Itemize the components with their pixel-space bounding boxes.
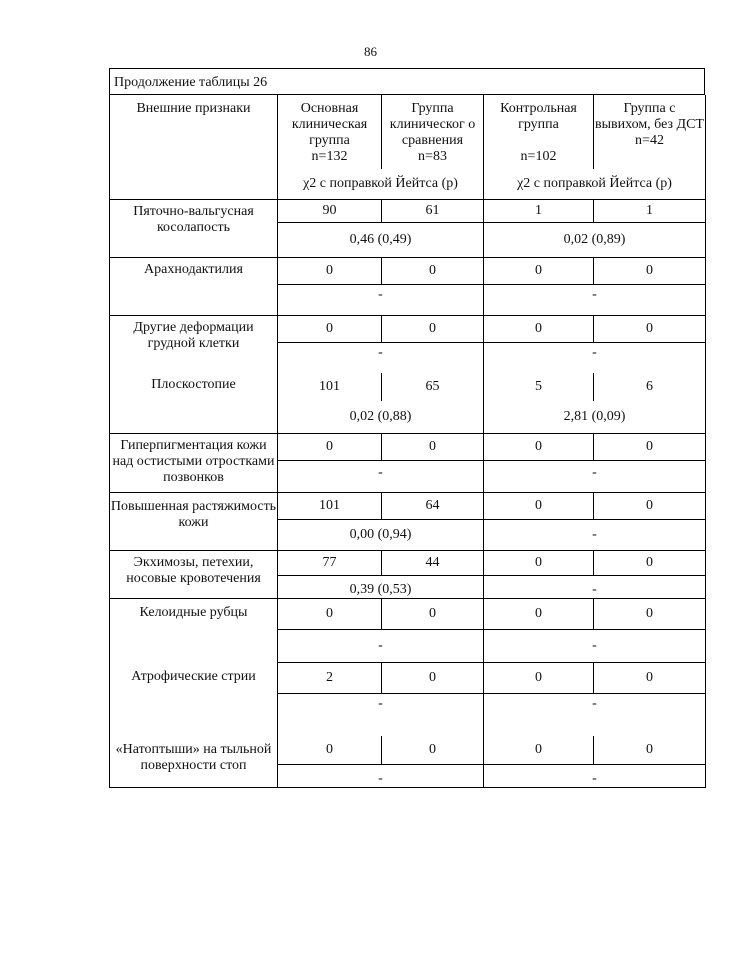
value-cell: 0 bbox=[594, 663, 706, 694]
table-caption: Продолжение таблицы 26 bbox=[109, 68, 705, 95]
value-cell: 101 bbox=[278, 373, 382, 401]
value-cell: 77 bbox=[278, 551, 382, 576]
value-cell: 101 bbox=[278, 493, 382, 520]
p-value-right: - bbox=[484, 576, 706, 599]
header-group-4-n: n=42 bbox=[635, 133, 664, 148]
row-label: Гиперпигментация кожи над остистыми отростками позвонков bbox=[110, 434, 278, 493]
table-row bbox=[110, 316, 706, 343]
p-value-left: 0,46 (0,49) bbox=[278, 223, 484, 258]
table-row bbox=[110, 200, 706, 223]
p-value-left: - bbox=[278, 285, 484, 316]
p-value-left: - bbox=[278, 461, 484, 493]
value-cell: 0 bbox=[484, 551, 594, 576]
p-value-left: - bbox=[278, 343, 484, 374]
header-group-1-n: n=132 bbox=[311, 149, 348, 164]
value-cell: 0 bbox=[484, 258, 594, 285]
value-cell: 2 bbox=[278, 663, 382, 694]
value-cell: 0 bbox=[484, 599, 594, 630]
p-value-right: 0,02 (0,89) bbox=[484, 223, 706, 258]
value-cell: 44 bbox=[382, 551, 484, 576]
value-cell: 0 bbox=[278, 258, 382, 285]
p-value-right: - bbox=[484, 285, 706, 316]
value-cell: 6 bbox=[594, 373, 706, 401]
value-cell: 0 bbox=[278, 736, 382, 765]
row-label: Пяточно-вальгусная косолапость bbox=[110, 200, 278, 258]
value-cell: 0 bbox=[484, 434, 594, 461]
p-value-right: - bbox=[484, 520, 706, 551]
p-value-left: - bbox=[278, 694, 484, 737]
row-label: Атрофические стрии bbox=[110, 663, 278, 737]
table-row bbox=[110, 736, 706, 765]
test-label-left: χ2 с поправкой Йейтса (р) bbox=[278, 169, 484, 200]
page-number: 86 bbox=[364, 44, 377, 59]
value-cell: 0 bbox=[594, 258, 706, 285]
value-cell: 0 bbox=[484, 663, 594, 694]
value-cell: 0 bbox=[594, 551, 706, 576]
value-cell: 0 bbox=[382, 258, 484, 285]
p-value-left: - bbox=[278, 765, 484, 788]
value-cell: 0 bbox=[484, 316, 594, 343]
p-value-left: 0,02 (0,88) bbox=[278, 401, 484, 434]
value-cell: 0 bbox=[278, 316, 382, 343]
p-value-left: 0,00 (0,94) bbox=[278, 520, 484, 551]
value-cell: 0 bbox=[382, 736, 484, 765]
table-row bbox=[110, 258, 706, 285]
value-cell: 64 bbox=[382, 493, 484, 520]
row-label: «Натоптыши» на тыльной поверхности стоп bbox=[110, 736, 278, 788]
table-row bbox=[110, 551, 706, 576]
data-table bbox=[109, 95, 706, 788]
p-value-right: - bbox=[484, 630, 706, 663]
p-value-right: - bbox=[484, 343, 706, 374]
test-label-right: χ2 с поправкой Йейтса (р) bbox=[484, 169, 706, 200]
value-cell: 0 bbox=[278, 434, 382, 461]
value-cell: 0 bbox=[594, 434, 706, 461]
row-label: Арахнодактилия bbox=[110, 258, 278, 316]
header-group-1: Основная клиническая группа n=132 bbox=[278, 95, 382, 169]
value-cell: 0 bbox=[484, 736, 594, 765]
row-label: Келоидные рубцы bbox=[110, 599, 278, 663]
value-cell: 0 bbox=[594, 493, 706, 520]
header-group-3: Контрольная группа n=102 bbox=[484, 95, 594, 169]
value-cell: 0 bbox=[594, 736, 706, 765]
header-group-2: Группа клиническог о сравнения n=83 bbox=[382, 95, 484, 169]
value-cell: 0 bbox=[484, 493, 594, 520]
value-cell: 5 bbox=[484, 373, 594, 401]
table-row bbox=[110, 493, 706, 520]
value-cell: 1 bbox=[484, 200, 594, 223]
table-row bbox=[110, 663, 706, 694]
row-label: Другие деформации грудной клетки bbox=[110, 316, 278, 374]
p-value-left: - bbox=[278, 630, 484, 663]
row-label: Плоскостопие bbox=[110, 373, 278, 434]
value-cell: 90 bbox=[278, 200, 382, 223]
value-cell: 0 bbox=[382, 434, 484, 461]
header-group-4: Группа с вывихом, без ДСТ n=42 bbox=[594, 95, 706, 169]
p-value-right: - bbox=[484, 694, 706, 737]
p-value-right: - bbox=[484, 765, 706, 788]
value-cell: 0 bbox=[278, 599, 382, 630]
value-cell: 0 bbox=[594, 599, 706, 630]
value-cell: 0 bbox=[382, 663, 484, 694]
value-cell: 61 bbox=[382, 200, 484, 223]
table-row bbox=[110, 434, 706, 461]
header-group-2-n: n=83 bbox=[418, 149, 447, 164]
value-cell: 0 bbox=[594, 316, 706, 343]
table-row bbox=[110, 373, 706, 401]
p-value-left: 0,39 (0,53) bbox=[278, 576, 484, 599]
value-cell: 65 bbox=[382, 373, 484, 401]
value-cell: 0 bbox=[382, 316, 484, 343]
row-label: Повышенная растяжимость кожи bbox=[110, 493, 278, 551]
test-header-row bbox=[110, 169, 706, 200]
value-cell: 0 bbox=[382, 599, 484, 630]
header-group-3-n: n=102 bbox=[520, 149, 557, 164]
value-cell: 1 bbox=[594, 200, 706, 223]
table-header-row bbox=[110, 95, 706, 169]
header-sign: Внешние признаки bbox=[110, 95, 278, 169]
p-value-right: 2,81 (0,09) bbox=[484, 401, 706, 434]
p-value-right: - bbox=[484, 461, 706, 493]
row-label: Экхимозы, петехии, носовые кровотечения bbox=[110, 551, 278, 599]
table-row bbox=[110, 599, 706, 630]
